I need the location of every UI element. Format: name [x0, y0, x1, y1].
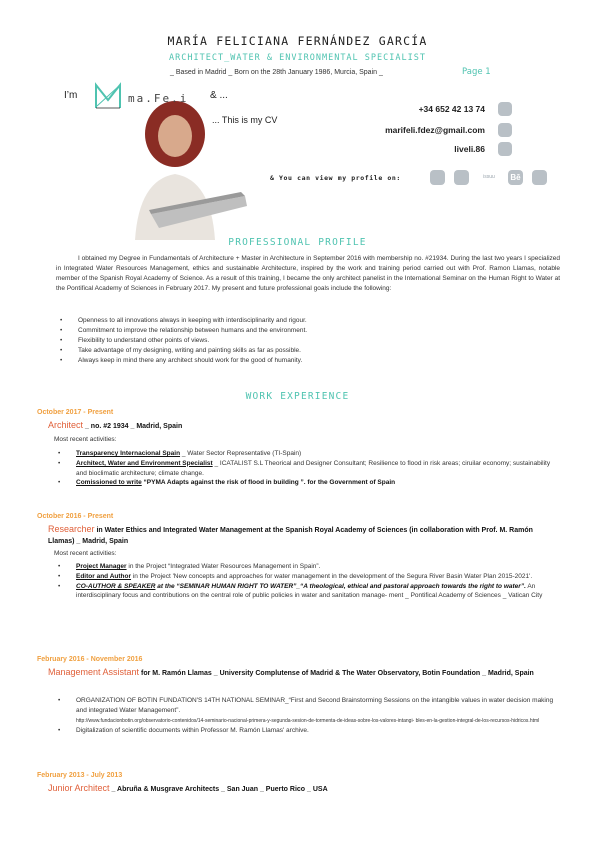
list-item: • Editor and Author in the Project 'New concepts and approaches for water management in the development of the Segura River Basin Water Plan 2015-2021'.	[54, 572, 560, 582]
job-title-line: Management Assistant for M. Ramón Llamas _ University Complutense of Madrid & The Water Observatory, Botin Foundation _ Madrid, Spain	[48, 667, 534, 677]
logo-text: ma.Fe.i	[128, 92, 189, 105]
list-item: • ORGANIZATION OF BOTIN FUNDATION'S 14TH NATIONAL SEMINAR_“First and Second Brainstorming Sessions on the intangible values in water decision making and integrated Water Management”. http://www.fundacionbotin.org/observatorio-contenidos/14-seminario-nacional-primera-y-segunda-sesion-de-tormenta-de-ideas-sobre-los-valores-intangi- bles-en-la-gestion-integral-de-los-recursos-hidricos.html	[54, 696, 560, 726]
intro-im: I’m	[64, 90, 78, 101]
issuu-icon[interactable]: issuu	[478, 170, 500, 185]
list-item: • Take advantage of my designing, writing and painting skills as far as possible.	[56, 346, 560, 356]
profile-heading: PROFESSIONAL PROFILE	[228, 237, 367, 248]
google-plus-icon[interactable]	[498, 123, 512, 137]
twitter-icon[interactable]	[454, 170, 469, 185]
wordpress-icon[interactable]	[532, 170, 547, 185]
job-title: Junior Architect	[48, 783, 110, 793]
list-item: • Openness to all innovations always in keeping with interdisciplinarity and rigour.	[56, 316, 560, 326]
experience-heading: WORK EXPERIENCE	[245, 391, 350, 402]
job-date: October 2016 - Present	[37, 513, 114, 520]
seminar-link[interactable]: http://www.fundacionbotin.org/observatorio-contenidos/14-seminario-nacional-primera-y-segunda-sesion-de-tormenta-de-ideas-sobre-los-valores-intangi- bles-en-la-gestion-integral-de-los-recursos-hidricos.html	[76, 717, 540, 724]
profile-paragraph: I obtained my Degree in Fundamentals of Architecture + Master in Architecture in September 2016 with membership no. #21934. During the last two years I specialized in Integrated Water Resources Management, ethics and sustainable Architecture, inspired by the work and training period carried out with Prof. Ramon Llamas, notable member of the Spanish Royal Academy of Science. As a result of this training, I became the only architect panelist in the International Seminar on the Human Right to Water at the Pontifical Academy of Sciences in February 2017. My present and future professional goals include the following:	[56, 255, 560, 292]
email-address[interactable]: marifeli.fdez@gmail.com	[385, 125, 485, 135]
skype-icon[interactable]	[498, 142, 512, 156]
job-title: Management Assistant	[48, 667, 140, 677]
list-item: • Transparency Internacional Spain _ Water Sector Representative (TI-Spain)	[54, 449, 560, 459]
intro-and: & ...	[210, 90, 228, 101]
whatsapp-icon[interactable]	[498, 102, 512, 116]
list-item: • Flexibility to understand other points of views.	[56, 336, 560, 346]
job-activities	[54, 696, 560, 736]
skype-id[interactable]: liveli.86	[454, 144, 485, 154]
list-item: • Project Manager in the Project “Integrated Water Resources Management in Spain”.	[54, 562, 560, 572]
most-recent-label: Most recent activities:	[54, 550, 117, 557]
phone-number: +34 652 42 13 74	[418, 104, 485, 114]
most-recent-label: Most recent activities:	[54, 436, 117, 443]
job-title-line: Researcher in Water Ethics and Integrated Water Management at the Spanish Royal Academy of Sciences (in collaboration with Prof. M. Ramón Llamas) _ Madrid, Spain	[48, 524, 533, 545]
behance-icon[interactable]: Bē	[508, 170, 523, 185]
profiles-label: & You can view my profile on:	[270, 174, 401, 182]
list-item: • Digitalization of scientific documents within Professor M. Ramón Llamas' archive.	[54, 726, 560, 736]
page-number: Page 1	[462, 67, 491, 77]
intro-cv: ... This is my CV	[212, 115, 278, 125]
job-title: Researcher	[48, 524, 95, 534]
list-item: • Comissioned to write “PYMA Adapts against the risk of flood in building ”. for the Government of Spain	[54, 478, 560, 488]
mafei-logo	[94, 82, 204, 110]
list-item: • Commitment to improve the relationship between humans and the environment.	[56, 326, 560, 336]
portrait-photo	[95, 88, 255, 240]
job-title: Architect	[48, 420, 84, 430]
cv-role: ARCHITECT_WATER & ENVIRONMENTAL SPECIALIST	[169, 53, 426, 63]
linkedin-icon[interactable]	[430, 170, 445, 185]
goals-list	[56, 316, 560, 366]
job-activities	[54, 562, 560, 601]
list-item: • Always keep in mind there any architect should work for the good of humanity.	[56, 356, 560, 366]
cv-name: MARÍA FELICIANA FERNÁNDEZ GARCÍA	[167, 34, 428, 48]
job-activities	[54, 449, 560, 488]
list-item: • Architect, Water and Environment Specialist _ ICATALIST S.L Theorical and Designer Consultant; Resilience to flood in risk areas; ciruilar economy; sustainability and bioclimatic architecture; climate change.	[54, 459, 560, 479]
job-date: February 2013 - July 2013	[37, 772, 123, 779]
birth-info: _ Based in Madrid _ Born on the 28th January 1986, Murcia, Spain _	[170, 69, 383, 76]
job-date: October 2017 - Present	[37, 409, 114, 416]
job-title-line: Architect _ no. #2 1934 _ Madrid, Spain	[48, 420, 183, 430]
job-title-line: Junior Architect _ Abruña & Musgrave Architects _ San Juan _ Puerto Rico _ USA	[48, 783, 328, 793]
job-date: February 2016 - November 2016	[37, 656, 143, 663]
list-item: • CO-AUTHOR & SPEAKER at the “SEMINAR HUMAN RIGHT TO WATER”_“A theological, ethical and pastoral approach towards the right to water”. An interdisciplinary focus and contributions on the central role of public policies in water and sanitation manage- ment _ Pontifical Academy of Sciences _ Vatican City	[54, 582, 560, 602]
